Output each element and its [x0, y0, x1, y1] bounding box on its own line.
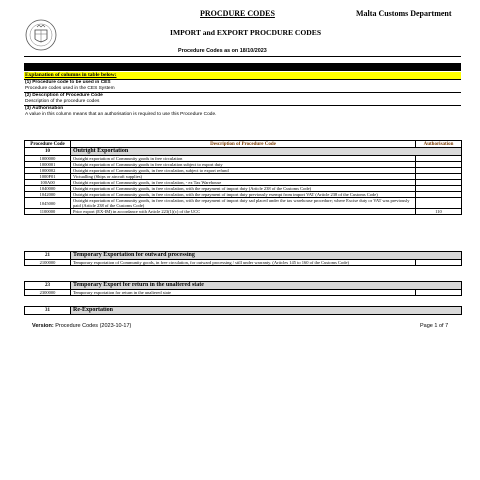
procedure-code: 1000000 — [25, 156, 71, 162]
table-header-row — [25, 141, 462, 148]
procedure-description: Temporary exportation of Community goods, in free circulation, for outward processing / still under warranty. (Articles 145 to 160 of the Customs Code) — [71, 260, 416, 266]
group-number: 23 — [25, 282, 71, 290]
group-row — [25, 148, 462, 156]
group-name: Temporary Export for return in the unaltered state — [71, 282, 462, 290]
authorisation-value: 110 — [416, 209, 462, 215]
footer-version — [32, 323, 131, 329]
authorisation-value — [416, 198, 462, 209]
procedure-description: Prior export (EX-IM) in accordance with Article 223(1)(c) of the UCC — [71, 209, 416, 215]
group-number: 10 — [25, 148, 71, 156]
header-authorisation: Authorisation — [416, 141, 462, 148]
explanation-col1-heading: (1) Procedure code to be used in CES — [24, 79, 461, 86]
table-row — [25, 260, 462, 266]
procedure-code: 1100000 — [25, 209, 71, 215]
department-name: Malta Customs Department — [356, 9, 452, 18]
procedure-code: 1000001 — [25, 162, 71, 168]
page-number: Page 1 of 7 — [420, 323, 449, 329]
explanation-col1-text: Procedure codes used in the CES System — [25, 86, 115, 91]
procedure-table-21 — [24, 251, 462, 266]
procedure-code: 1042000 — [25, 192, 71, 198]
procedure-code: 1000002 — [25, 168, 71, 174]
procedure-code: 100A00 — [25, 180, 71, 186]
as-of-date: Procedure Codes as on 18/10/2023 — [178, 48, 267, 54]
malta-emblem-logo — [24, 18, 58, 52]
procedure-code: 1040000 — [25, 186, 71, 192]
procedure-description: Outright exportation of Community goods, in free circulation, with the repayment of import duty sad placed under the tax warehouse procedure; where Excise duty or VAT was previously paid (Article 238 of the Customs Code) — [71, 198, 416, 209]
explanation-heading: Explanation of columns in table below: — [24, 72, 461, 79]
explanation-col3-text: A value in this column means that an authorisation is required to use this Procedure Code. — [25, 112, 217, 117]
group-row — [25, 252, 462, 260]
table-row — [25, 290, 462, 296]
explanation-col2-heading: (2) Description of Procedure Code — [24, 92, 461, 99]
header-description: Description of Procedure Code — [71, 141, 416, 148]
explanation-col2-text: Description of the procedure codes — [25, 99, 100, 104]
explanation-section — [24, 72, 461, 118]
group-name: Outright Exportation — [71, 148, 462, 156]
procedure-table-23 — [24, 281, 462, 296]
procedure-code: 2100000 — [25, 260, 71, 266]
procedure-code: 2300000 — [25, 290, 71, 296]
procedure-code: 1045000 — [25, 198, 71, 209]
document-title: PROCDURE CODES — [200, 9, 275, 18]
document-subtitle: IMPORT and EXPORT PROCDURE CODES — [170, 28, 322, 37]
table-row — [25, 209, 462, 215]
version-label: Version: — [32, 323, 54, 329]
group-number: 31 — [25, 307, 71, 315]
procedure-description: Outright exportation of Community goods in free circulation subject to export duty — [71, 162, 416, 168]
procedure-description: Temporary exportation for return in the unaltered state — [71, 290, 416, 296]
authorisation-value — [416, 290, 462, 296]
version-text: Procedure Codes (2023-10-17) — [55, 323, 132, 329]
black-separator-bar — [24, 63, 461, 71]
procedure-description: Victualling (Ships or aircraft supplies) — [71, 174, 416, 180]
group-name: Re-Exportation — [71, 307, 462, 315]
procedure-table-10 — [24, 140, 462, 215]
procedure-description: Outright exportation of Community goods, in free circulation, - ex Tax Warehouse — [71, 180, 416, 186]
group-row — [25, 282, 462, 290]
procedure-description: Outright exportation of Community goods in free circulation — [71, 156, 416, 162]
procedure-description: Outright exportation of Community goods, in free circulation, with the repayment of import duty (Article 238 of the Customs Code) — [71, 186, 416, 192]
group-name: Temporary Exportation for outward processing — [71, 252, 462, 260]
header-divider — [24, 56, 461, 57]
procedure-description: Outright exportation of Community goods, in free circulation, subject to export refund — [71, 168, 416, 174]
procedure-code: 1000F01 — [25, 174, 71, 180]
group-number: 21 — [25, 252, 71, 260]
header-procedure-code: Procedure Code — [25, 141, 71, 148]
authorisation-value — [416, 260, 462, 266]
procedure-description: Outright exportation of Community goods, in free circulation, with the repayment of import duty previously exempt from import VAT (Article 238 of the Customs Code) — [71, 192, 416, 198]
explanation-col3-heading: (3) Authorisation — [24, 105, 461, 112]
group-row — [25, 307, 462, 315]
table-row — [25, 198, 462, 209]
procedure-table-31 — [24, 306, 462, 315]
